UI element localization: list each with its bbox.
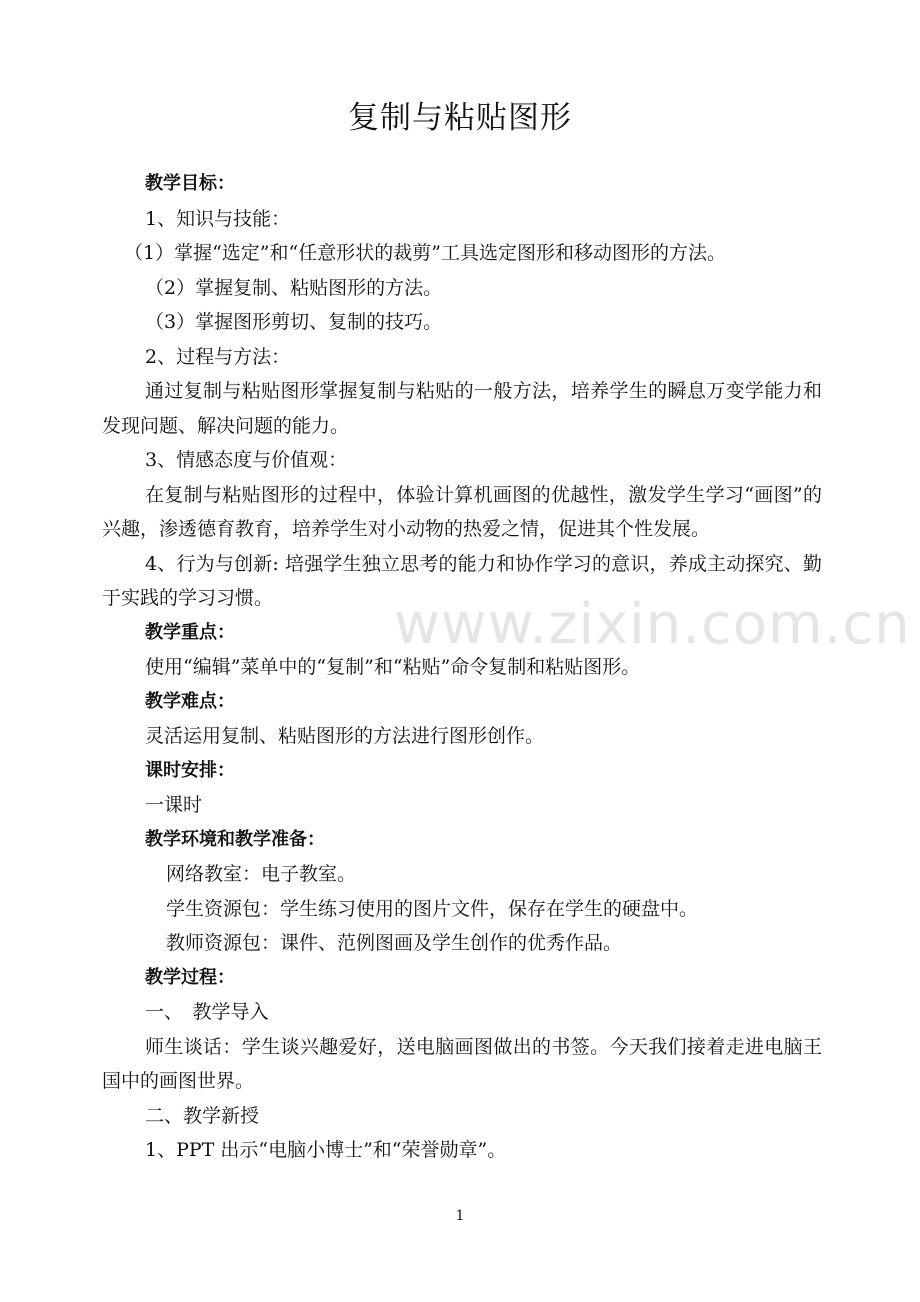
environment-heading: 教学环境和教学准备： — [145, 828, 325, 850]
environment-item-3: 教师资源包：课件、范例图画及学生创作的优秀作品。 — [166, 932, 623, 954]
emotion-value-heading: 3、情感态度与价值观： — [145, 449, 348, 471]
schedule-heading: 课时安排： — [145, 759, 235, 781]
document-body — [102, 167, 822, 1168]
key-point-heading: 教学重点： — [145, 621, 235, 643]
procedure-step-2: 二、教学新授 — [145, 1104, 260, 1127]
key-point-text: 使用“编辑”菜单中的“复制”和“粘贴”命令复制和粘贴图形。 — [145, 656, 641, 678]
knowledge-item-2: （2）掌握复制、粘贴图形的方法。 — [145, 276, 443, 299]
procedure-step-1-text: 师生谈话：学生谈兴趣爱好，送电脑画图做出的书签。今天我们接着走进电脑王国中的画图世界。 — [102, 1035, 822, 1092]
behavior-innovation-text: 4、行为与创新: 培强学生独立思考的能力和协作学习的意识，养成主动探究、勤于实践的学习习惯。 — [102, 552, 822, 609]
environment-item-2: 学生资源包：学生练习使用的图片文件，保存在学生的硬盘中。 — [166, 897, 699, 920]
document-title: 复制与粘贴图形 — [348, 100, 572, 136]
environment-item-1: 网络教室：电子教室。 — [166, 863, 357, 885]
procedure-heading: 教学过程： — [145, 966, 235, 988]
procedure-step-1: 一、 教学导入 — [145, 1001, 269, 1023]
schedule-text: 一课时 — [145, 794, 203, 816]
difficulty-heading: 教学难点： — [145, 690, 235, 712]
emotion-value-text: 在复制与粘贴图形的过程中，体验计算机画图的优越性，激发学生学习“画图”的兴趣，渗透德育教育，培养学生对小动物的热爱之情，促进其个性发展。 — [102, 483, 822, 540]
difficulty-text: 灵活运用复制、粘贴图形的方法进行图形创作。 — [145, 725, 545, 747]
watermark: www.zixin.com.cn — [394, 592, 911, 657]
knowledge-item-3: （3）掌握图形剪切、复制的技巧。 — [145, 311, 443, 333]
process-method-text: 通过复制与粘贴图形掌握复制与粘贴的一般方法，培养学生的瞬息万变学能力和发现问题、解决问题的能力。 — [102, 380, 822, 437]
knowledge-skill-heading: 1、知识与技能： — [145, 207, 291, 230]
teaching-goal-heading: 教学目标： — [145, 173, 235, 194]
page-number: 1 — [455, 1208, 465, 1224]
process-method-heading: 2、过程与方法： — [145, 345, 291, 368]
procedure-step-2-1: 1、PPT 出示“电脑小博士”和“荣誉勋章”。 — [145, 1139, 507, 1161]
knowledge-item-1: （1）掌握“选定”和“任意形状的裁剪”工具选定图形和移动图形的方法。 — [124, 242, 726, 264]
